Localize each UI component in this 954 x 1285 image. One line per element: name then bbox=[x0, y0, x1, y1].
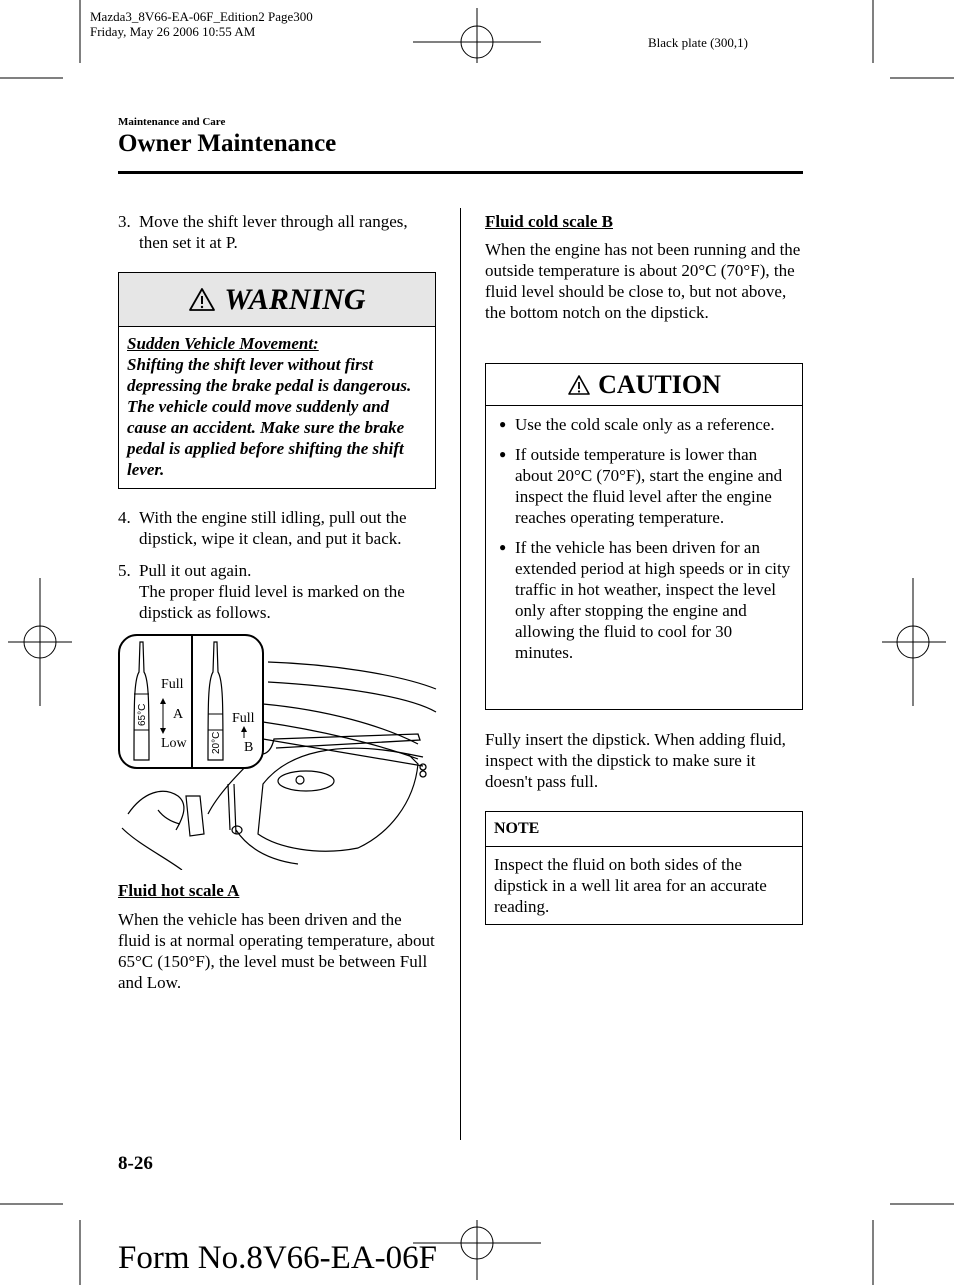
low-label: Low bbox=[161, 736, 187, 751]
step-5-text2: The proper fluid level is marked on the dipstick as follows. bbox=[139, 582, 405, 622]
caution-item bbox=[494, 414, 794, 435]
step-5-text: Pull it out again. bbox=[139, 561, 252, 580]
caution-item-text: If outside temperature is lower than about 20°C (70°F), start the engine and inspect the fluid level after the engine reaches operating temperature. bbox=[515, 445, 783, 527]
caution-item bbox=[494, 537, 794, 663]
warning-header bbox=[119, 273, 435, 327]
warning-triangle-icon bbox=[188, 287, 216, 312]
warning-body bbox=[119, 327, 435, 489]
step-5 bbox=[118, 560, 436, 623]
warning-box bbox=[118, 272, 436, 489]
title-rule bbox=[118, 171, 803, 174]
caution-item-text: Use the cold scale only as a reference. bbox=[515, 415, 775, 434]
temp-b-label: 20°C bbox=[211, 731, 222, 754]
section-label: Maintenance and Care bbox=[118, 116, 226, 128]
warning-subject: Sudden Vehicle Movement: bbox=[127, 334, 319, 353]
bullet-icon: ● bbox=[499, 540, 507, 554]
plate-label: Black plate (300,1) bbox=[648, 35, 748, 50]
b-label: B bbox=[244, 740, 254, 755]
full-b-label: Full bbox=[232, 711, 255, 726]
note-heading: NOTE bbox=[486, 812, 802, 847]
step-3-number: 3. bbox=[118, 212, 131, 231]
full-a-label: Full bbox=[161, 677, 184, 692]
bullet-icon: ● bbox=[499, 447, 507, 461]
step-3 bbox=[118, 211, 436, 253]
form-number: Form No.8V66-EA-06F bbox=[118, 1240, 437, 1276]
print-info-line2: Friday, May 26 2006 10:55 AM bbox=[90, 24, 256, 39]
page-title: Owner Maintenance bbox=[118, 130, 337, 157]
step-4 bbox=[118, 507, 436, 549]
hot-scale-heading: Fluid hot scale A bbox=[118, 881, 240, 900]
hot-scale-text: When the vehicle has been driven and the fluid is at normal operating temperature, about 65°C (150°F), the level must be between Full and Low. bbox=[118, 910, 435, 992]
warning-heading: WARNING bbox=[224, 282, 366, 316]
print-info bbox=[90, 9, 313, 39]
note-box bbox=[485, 811, 803, 925]
cold-scale-text: When the engine has not been running and the outside temperature is about 20°C (70°F), the fluid level should be close to, but not above, the bottom notch on the dipstick. bbox=[485, 240, 801, 322]
bullet-icon: ● bbox=[499, 417, 507, 431]
column-divider bbox=[460, 208, 461, 1140]
insert-text: Fully insert the dipstick. When adding fluid, inspect with the dipstick to make sure it doesn't pass full. bbox=[485, 730, 786, 791]
a-label: A bbox=[173, 707, 184, 722]
page-number: 8-26 bbox=[118, 1153, 153, 1174]
temp-a-label: 65°C bbox=[137, 703, 148, 726]
caution-item bbox=[494, 444, 794, 528]
caution-triangle-icon bbox=[567, 374, 591, 396]
caution-box bbox=[485, 363, 803, 710]
caution-header bbox=[486, 364, 802, 406]
step-4-text: With the engine still idling, pull out the dipstick, wipe it clean, and put it back. bbox=[139, 508, 407, 548]
warning-text: Shifting the shift lever without first depressing the brake pedal is dangerous. The vehicle could move suddenly and cause an accident. Make sure the brake pedal is applied before shifting the shift lever. bbox=[127, 355, 412, 479]
note-text: Inspect the fluid on both sides of the dipstick in a well lit area for an accurate reading. bbox=[494, 855, 767, 916]
cold-scale-heading: Fluid cold scale B bbox=[485, 212, 613, 231]
step-3-text: Move the shift lever through all ranges, then set it at P. bbox=[139, 212, 408, 252]
caution-item-text: If the vehicle has been driven for an extended period at high speeds or in city traffic in hot weather, inspect the level only after stopping the engine and allowing the fluid to cool for 30 minutes. bbox=[515, 538, 791, 662]
caution-heading: CAUTION bbox=[598, 369, 721, 399]
print-info-line1: Mazda3_8V66-EA-06F_Edition2 Page300 bbox=[90, 9, 313, 24]
step-4-number: 4. bbox=[118, 508, 131, 527]
caution-list bbox=[486, 406, 802, 672]
dipstick-figure bbox=[118, 634, 438, 870]
step-5-number: 5. bbox=[118, 561, 131, 580]
